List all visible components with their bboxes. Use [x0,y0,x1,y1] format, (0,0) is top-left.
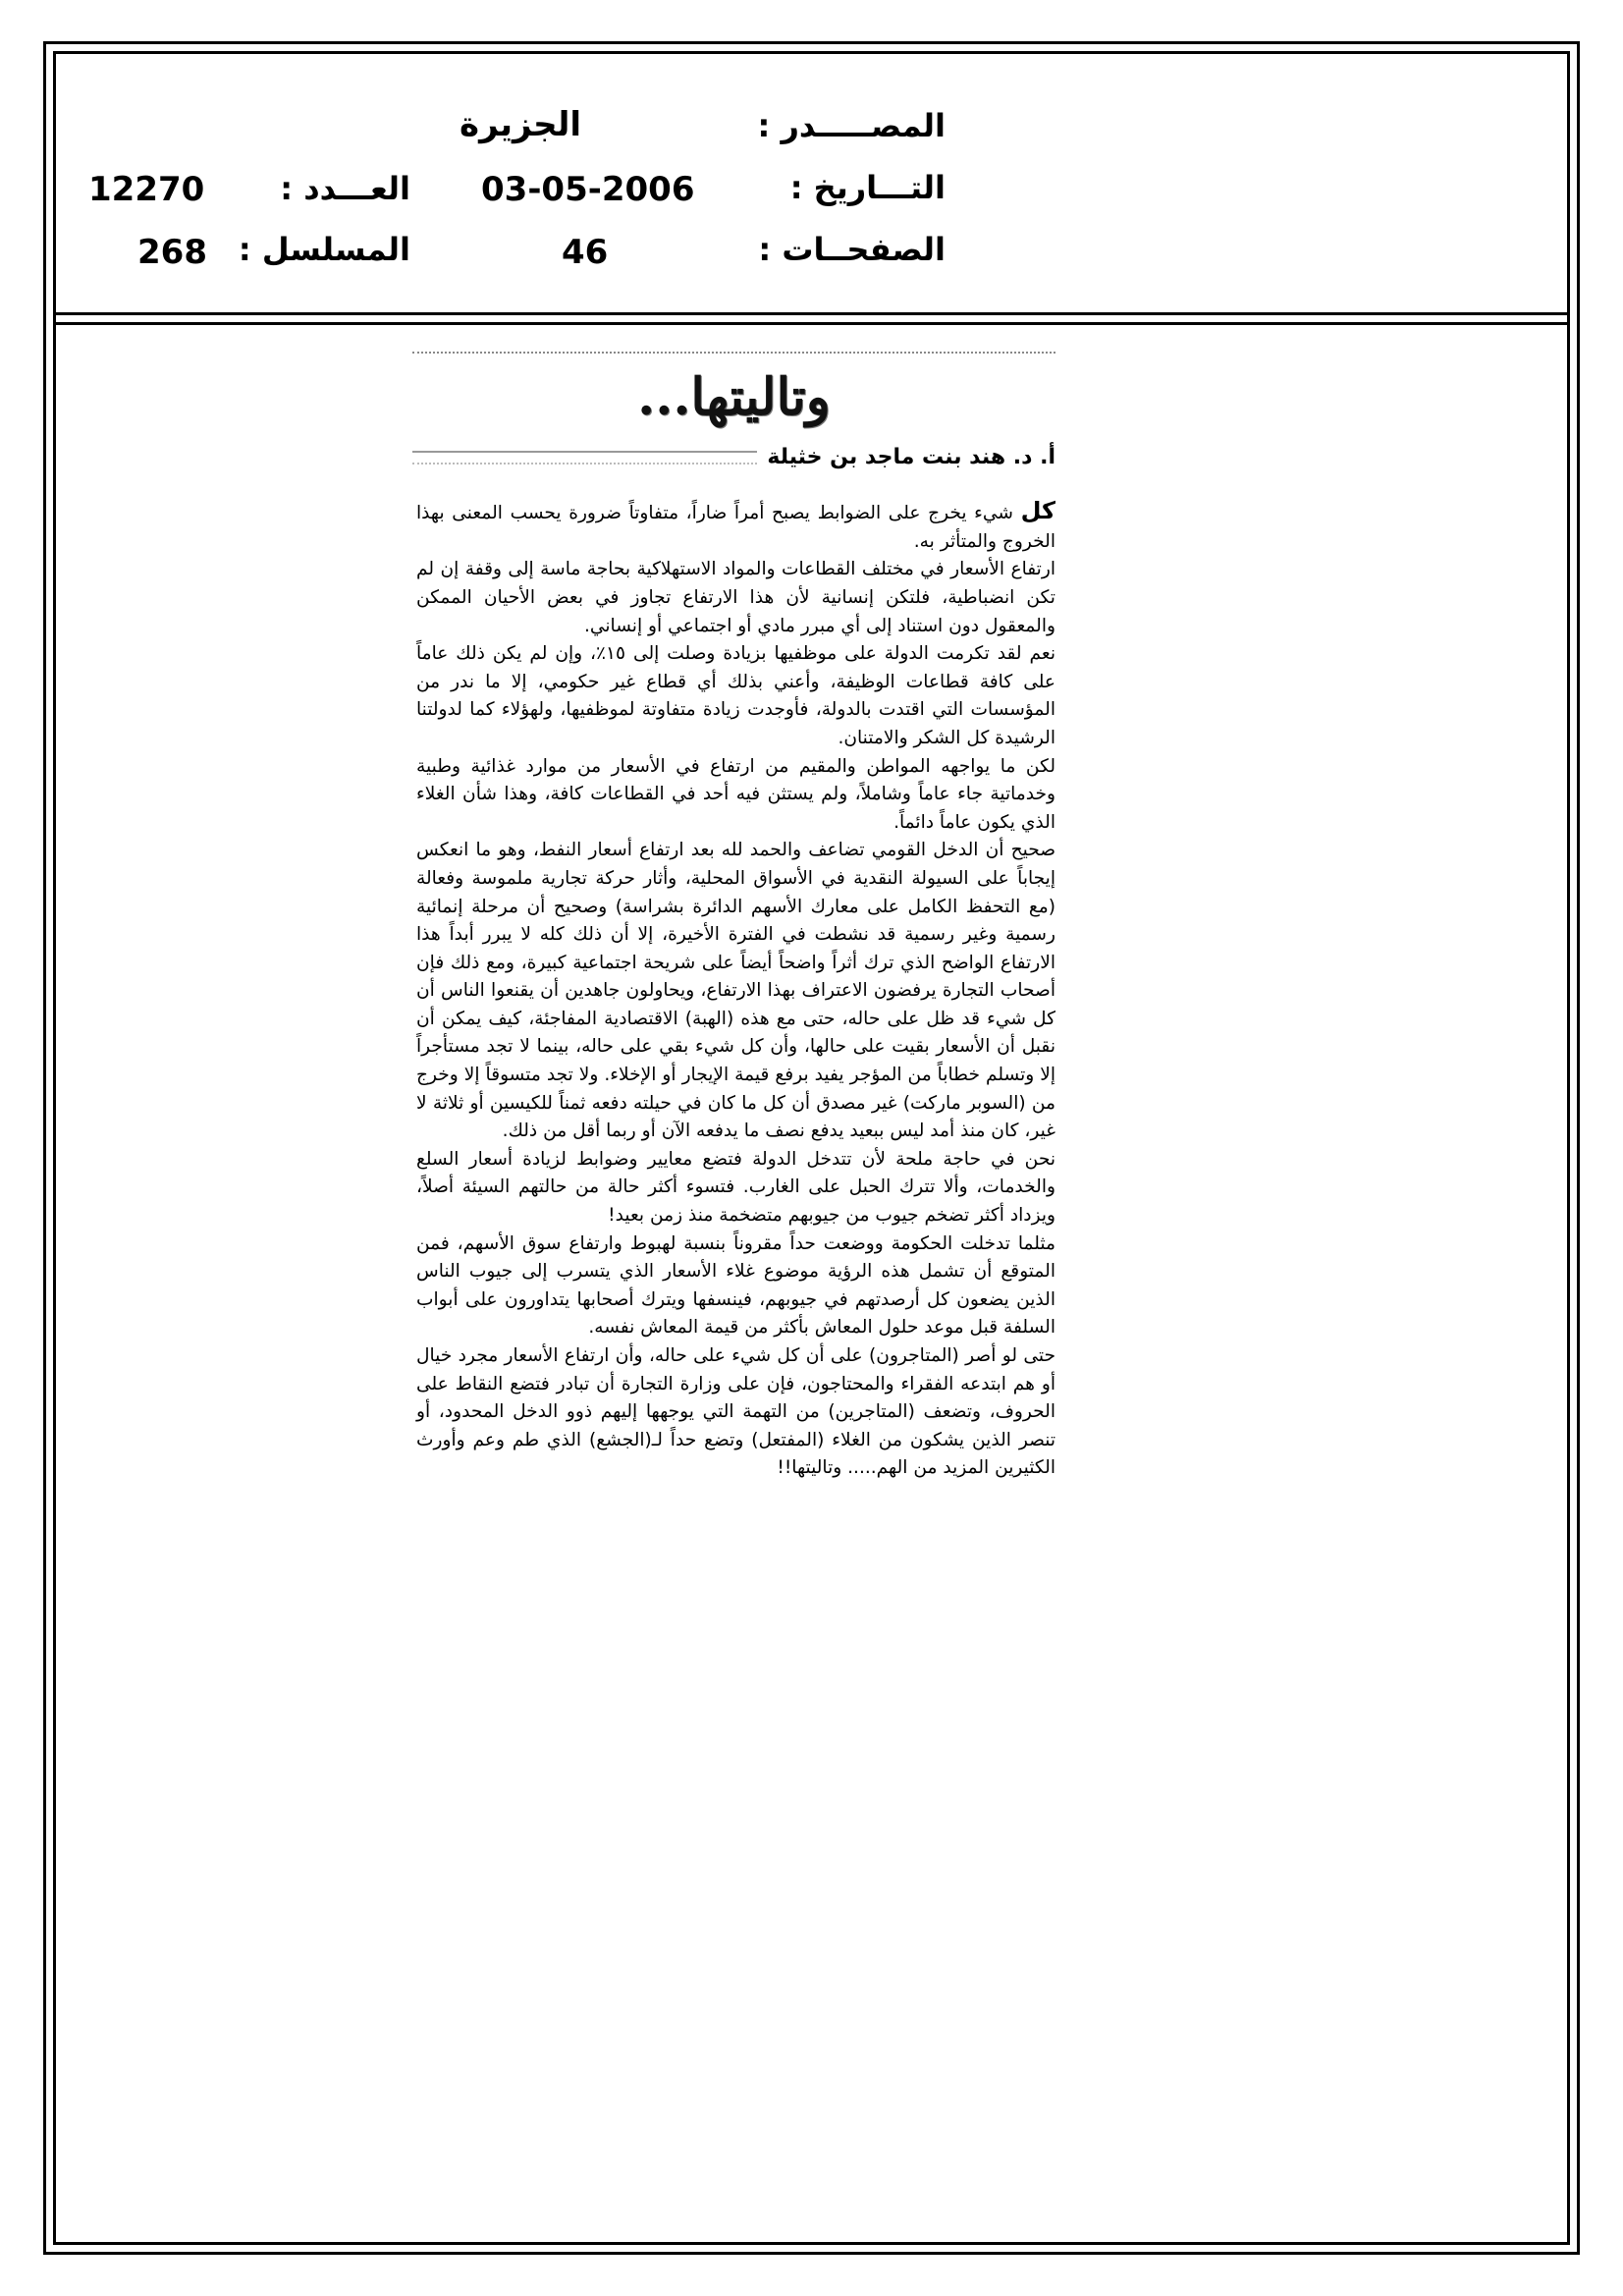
source-value: الجزيرة [460,105,582,144]
pages-value: 46 [562,233,609,272]
paragraph-3: نعم لقد تكرمت الدولة على موظفيها بزيادة وصلت إلى ١٥٪، وإن لم يكن ذلك عاماً على كافة قطاعات الوظيفة، وأعني بذلك أي قطاع غير حكومي، إلا ما ندر من المؤسسات التي اقتدت بالدولة، فأوجدت زيادة متفاوتة لموظفيها، ولهؤلاء كما لدولتنا الرشيدة كل الشكر والامتنان. [416,643,1055,748]
article-clipping [412,352,1055,1483]
date-value: 03-05-2006 [481,170,695,209]
issue-value: 12270 [88,170,205,209]
pages-label: الصفحــات : [758,231,946,268]
date-label: التـــاريخ : [789,169,946,206]
paragraph-8: حتى لو أصر (المتاجرون) على أن كل شيء على حاله، وأن ارتفاع الأسعار مجرد خيال أو هم ابتدعه الفقراء والمحتاجون، فإن على وزارة التجارة أن تبادر فتضع النقاط على الحروف، وتضعف (المتاجرين) من التهمة التي يوجهها إليهم ذوو الدخل المحدود، أو تنصر الذين يشكون من الغلاء (المفتعل) وتضع حداً لـ(الجشع) الذي طم وعم وأورث الكثيرين المزيد من الهم..... وتاليتها!! [416,1345,1055,1479]
paragraph-2: ارتفاع الأسعار في مختلف القطاعات والمواد الاستهلاكية بحاجة ماسة إلى وقفة إن لم تكن انضباطية، فلتكن إنسانية لأن هذا الارتفاع تجاوز في بعض الأحيان الممكن والمعقول دون استناد إلى أي مبرر مادي أو اجتماعي أو إنساني. [416,559,1055,636]
serial-label: المسلسل : [238,231,410,268]
author-rule [412,451,757,465]
lead-word: كل [1020,497,1055,525]
paragraph-7: مثلما تدخلت الحكومة ووضعت حداً مقروناً بنسبة لهبوط وارتفاع سوق الأسهم، فمن المتوقع أن تشمل هذه الرؤية موضوع غلاء الأسعار الذي يتسرب إلى جيوب الناس الذين يضعون كل أرصدتهم في جيوبهم، فينسفها ويترك أصحابها يتداورون على أبواب السلفة قبل موعد حلول المعاش بأكثر من قيمة المعاش نفسه. [416,1232,1055,1339]
article-body [412,497,1055,1483]
serial-value: 268 [137,233,207,272]
header-divider-bottom [53,322,1570,325]
author-name: أ. د. هند بنت ماجد بن خثيلة [767,445,1055,470]
header-divider-top [53,312,1570,315]
paragraph-4: لكن ما يواجهه المواطن والمقيم من ارتفاع في الأسعار من موارد غذائية وطبية وخدماتية جاء عاماً وشاملاً، ولم يستثن فيه أحد في القطاعات كافة، وهذا شأن الغلاء الذي يكون عاماً دائماً. [416,755,1055,833]
paragraph-6: نحن في حاجة ملحة لأن تتدخل الدولة فتضع معايير وضوابط لزيادة أسعار السلع والخدمات، وألا تترك الحبل على الغارب. فتسوء أكثر حالة من حالتهم السيئة أصلاً، ويزداد أكثر تضخم جيوب من جيوبهم متضخمة منذ زمن بعيد! [416,1148,1055,1227]
issue-label: العـــدد : [280,170,410,207]
clipping-top-rule [412,352,1055,354]
source-label: المصـــــدر : [757,107,946,144]
paragraph-5: صحيح أن الدخل القومي تضاعف والحمد لله بعد ارتفاع أسعار النفط، وهو ما انعكس إيجاباً على السيولة النقدية في الأسواق المحلية، وأثار حركة تجارية ملموسة وفعالة (مع التحفظ الكامل على معارك الأسهم الدائرة بشراسة) وصحيح أن مرحلة إنمائية رسمية وغير رسمية قد نشطت في الفترة الأخيرة، إلا أن ذلك كله لا يبرر أبداً هذا الارتفاع الواضح الذي ترك أثراً واضحاً أيضاً على شريحة اجتماعية كبيرة، ومع ذلك فإن أصحاب التجارة يرفضون الاعتراف بهذا الارتفاع، ويحاولون جاهدين أن يقنعوا الناس أن كل شيء قد ظل على حاله، حتى مع هذه (الهبة) الاقتصادية المفاجئة، كيف يمكن أن نقبل أن الأسعار بقيت على حالها، وأن كل شيء بقي على حاله، بينما لا تجد مستأجراً إلا وتسلم خطاباً من المؤجر يفيد برفع قيمة الإيجار أو الإخلاء. ولا تجد متسوقاً إلا وخرج من (السوبر ماركت) غير مصدق أن كل ما كان في حيلته دفعه ثمناً للكيسين أو ثلاثة لا غير، كان منذ أمد ليس ببعيد يدفع نصف ما يدفعه الآن أو ربما أقل من ذلك. [416,840,1055,1142]
column-masthead: وتاليتها... [637,367,831,427]
author-bar [412,445,1055,469]
paragraph-text: شيء يخرج على الضوابط يصبح أمراً ضاراً، متفاوتاً ضرورة يحسب المعنى بهذا الخروج والمتأثر به. [416,503,1055,552]
paragraph-1 [416,497,1055,556]
